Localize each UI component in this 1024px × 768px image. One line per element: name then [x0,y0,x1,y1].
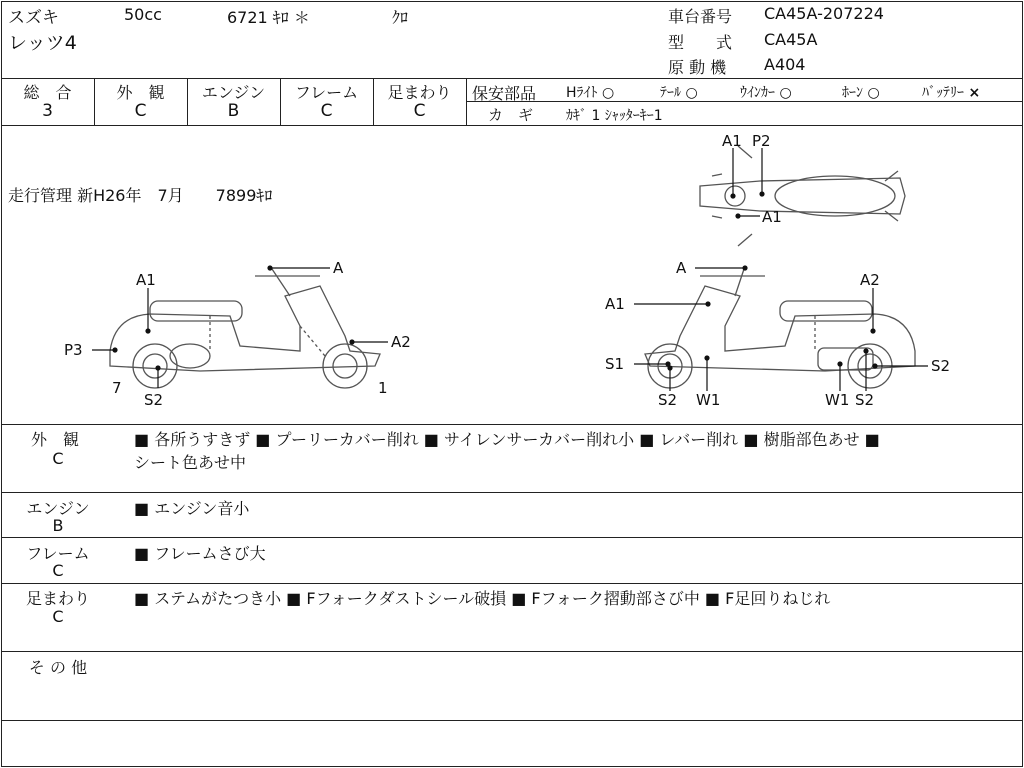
diagram-label: A2 [391,333,411,351]
engine-label: 原 動 機 [668,58,727,77]
grade-engine-label: エンジン [201,83,266,102]
grade-total-label: 総 合 [23,83,72,102]
diagram-label: A1 [722,132,742,150]
damage-diagram [0,126,1024,426]
diagram-label: A2 [860,271,880,289]
grade-suspension-value: C [413,101,426,121]
frame-no: CA45A-207224 [764,4,884,23]
diagram-label: A [676,259,687,277]
diagram-label: A [333,259,344,277]
diagram-label: A1 [136,271,156,289]
cross-icon: × [968,85,981,101]
maker: スズキ [8,8,59,28]
safety-item-headlight: Hﾗｲﾄ ○ [566,85,615,101]
diagram-label: S2 [144,391,164,409]
diagram-label: S2 [931,357,951,375]
section-exterior-label: 外 観 [30,430,79,449]
section-exterior-line: シート色あせ中 [134,453,247,472]
travel-record: 走行管理 新H26年 7月 7899ｷﾛ [8,186,273,205]
section-engine-grade: B [52,516,64,535]
section-exterior-line: ■ 各所うすきず ■ プーリーカバー削れ ■ サイレンサーカバー削れ小 ■ レバー削れ ■ 樹脂部色あせ ■ [134,430,880,449]
section-frame-grade: C [52,561,64,580]
diagram-label: P2 [752,132,771,150]
diagram-label: W1 [696,391,721,409]
section-engine-line: ■ エンジン音小 [134,499,250,518]
circle-icon: ○ [779,85,792,101]
grade-row-top-line [1,78,1022,79]
key-label: カ ギ [488,106,534,124]
grade-exterior-label: 外 観 [116,83,165,102]
section-suspension-grade: C [52,607,64,626]
type-label: 型 式 [668,33,733,52]
grade-frame-label: フレーム [294,83,359,102]
grade-total-value: 3 [42,101,53,121]
safety-label: 保安部品 [472,84,537,103]
section-exterior-grade: C [52,449,64,468]
diagram-label: S2 [855,391,875,409]
displacement: 50cc [124,5,162,24]
safety-item-battery: ﾊﾞｯﾃﾘｰ × [922,85,981,101]
diagram-label: A1 [762,208,782,226]
grade-suspension-label: 足まわり [387,83,452,102]
color: ｸﾛ [392,8,409,27]
diagram-label: P3 [64,341,83,359]
grade-frame-value: C [320,101,333,121]
section-frame-line: ■ フレームさび大 [134,544,266,563]
section-frame-label: フレーム [26,544,90,563]
safety-item-tail: ﾃｰﾙ ○ [660,85,698,101]
diagram-label: S1 [605,355,625,373]
safety-item-horn: ﾎｰﾝ ○ [842,85,880,101]
diagram-label: W1 [825,391,850,409]
diagram-label: S2 [658,391,678,409]
key-value: ｶｷﾞ 1 ｼｬｯﾀｰｷｰ1 [566,108,663,124]
section-suspension-label: 足まわり [25,589,90,608]
engine-value: A404 [764,55,806,74]
grade-exterior-value: C [134,101,147,121]
section-suspension-line: ■ ステムがたつき小 ■ Fフォークダストシール破損 ■ Fフォーク摺動部さび中 ■ F足回りねじれ [134,589,831,608]
mileage: 6721 ｷﾛ ＊ [227,8,310,27]
diagram-label: 1 [378,379,388,397]
grade-engine-value: B [227,101,240,121]
diagram-label: A1 [605,295,625,313]
frame-no-label: 車台番号 [668,7,733,26]
type-value: CA45A [764,30,818,49]
section-other-label: そ の 他 [28,658,88,677]
section-engine-label: エンジン [26,499,90,518]
circle-icon: ○ [601,85,615,101]
circle-icon: ○ [867,85,880,101]
model-name: レッツ4 [8,32,77,54]
safety-item-winker: ｳｲﾝｶｰ ○ [740,85,792,101]
circle-icon: ○ [685,85,698,101]
diagram-label: 7 [112,379,122,397]
